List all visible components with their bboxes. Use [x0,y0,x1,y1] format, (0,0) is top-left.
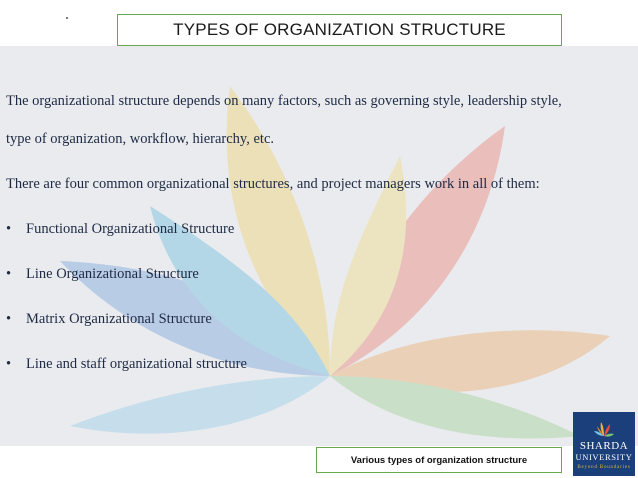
lotus-emblem-icon [592,416,616,440]
bullet-icon: • [6,356,12,372]
bullet-label: Matrix Organizational Structure [26,311,212,327]
decorative-dot [66,17,68,19]
bullet-icon: • [6,311,12,327]
logo-subtitle: UNIVERSITY [575,452,633,462]
logo-name: SHARDA [579,440,629,452]
page-title: TYPES OF ORGANIZATION STRUCTURE [173,20,506,39]
bullet-label: Line Organizational Structure [26,266,199,282]
logo-tagline: Beyond Boundaries [577,465,631,470]
footer-caption-box [316,447,562,473]
list-item [6,355,247,373]
title-box [117,14,562,46]
bullet-icon: • [6,266,12,282]
bullet-icon: • [6,221,12,237]
bullet-label: Functional Organizational Structure [26,221,235,237]
list-item [6,310,212,328]
paragraph-line-1: The organizational structure depends on many factors, such as governing style, leadership style, [6,93,562,109]
bullet-label: Line and staff organizational structure [26,356,247,372]
list-item [6,265,199,283]
footer-caption: Various types of organization structure [350,454,528,466]
paragraph-line-2: type of organization, workflow, hierarchy, etc. [6,131,275,147]
paragraph-intro: There are four common organizational structures, and project managers work in all of them: [6,176,540,192]
university-logo [573,412,635,476]
list-item [6,220,234,238]
